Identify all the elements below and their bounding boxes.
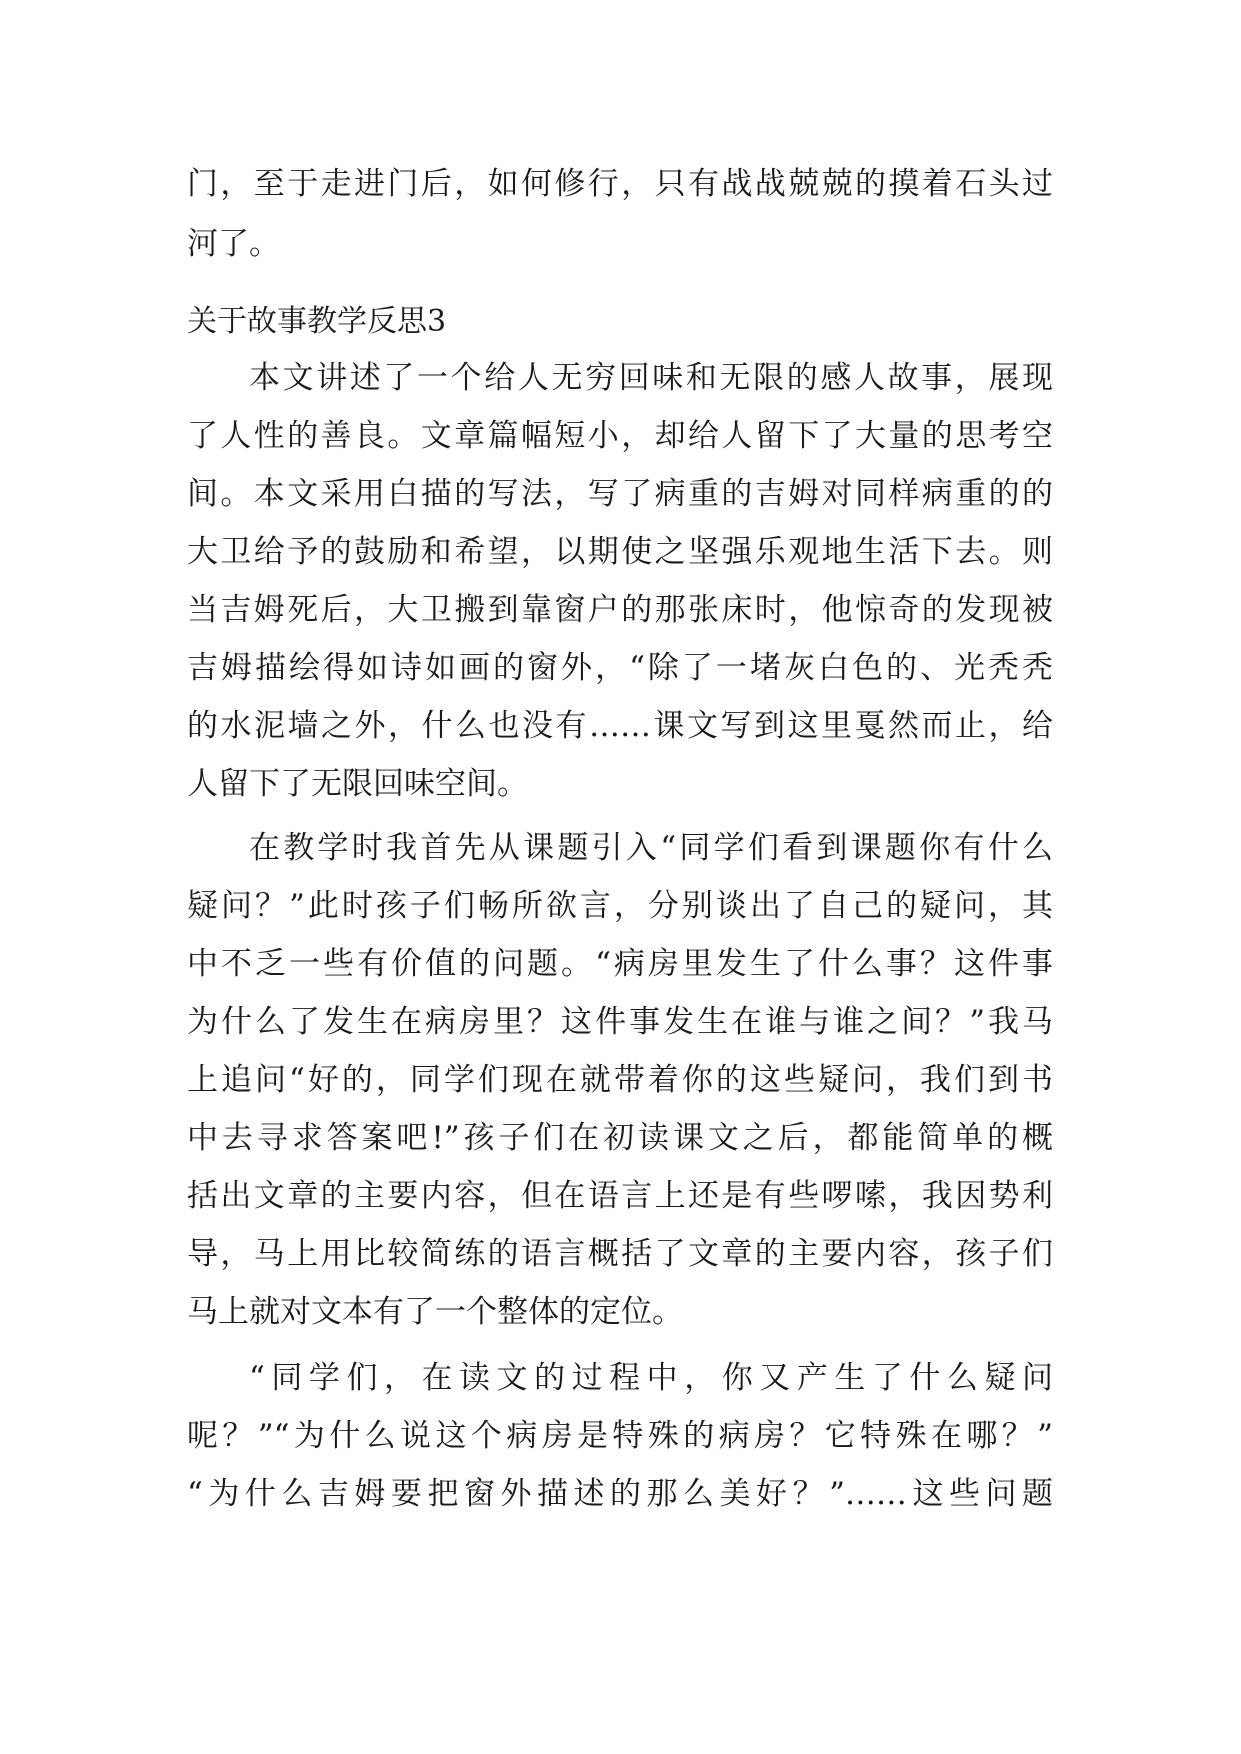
text-line: “同学们，在读文的过程中，你又产生了什么疑问 [249, 1360, 1053, 1396]
text-line: 间。本文采用白描的写法，写了病重的吉姆对同样病重的的 [187, 476, 1053, 512]
text-line: 疑问？”此时孩子们畅所欲言，分别谈出了自己的疑问，其 [187, 888, 1053, 924]
text-line: 为什么了发生在病房里？这件事发生在谁与谁之间？”我马 [187, 1004, 1053, 1040]
text-line: 大卫给予的鼓励和希望，以期使之坚强乐观地生活下去。则 [187, 534, 1053, 570]
text-line: 本文讲述了一个给人无穷回味和无限的感人故事，展现 [249, 360, 1053, 396]
text-line: 当吉姆死后，大卫搬到靠窗户的那张床时，他惊奇的发现被 [187, 592, 1053, 628]
paragraph [187, 819, 1053, 1341]
text-line: 的水泥墙之外，什么也没有……课文写到这里戛然而止，给 [187, 708, 1053, 744]
text-line: 吉姆描绘得如诗如画的窗外，“除了一堵灰白色的、光秃秃 [187, 650, 1053, 686]
text-line: 中不乏一些有价值的问题。“病房里发生了什么事？这件事 [187, 946, 1053, 982]
text-line: 马上就对文本有了一个整体的定位。 [187, 1294, 683, 1330]
text-line: 呢？”“为什么说这个病房是特殊的病房？它特殊在哪？” [187, 1418, 1053, 1454]
text-line: 在教学时我首先从课题引入“同学们看到课题你有什么 [249, 830, 1053, 866]
text-line: 括出文章的主要内容，但在语言上还是有些啰嗦，我因势利 [187, 1178, 1053, 1214]
paragraph [187, 1349, 1053, 1523]
text-line: 上追问“好的，同学们现在就带着你的这些疑问，我们到书 [187, 1062, 1053, 1098]
continued-paragraph [187, 154, 1053, 274]
text-line: 门，至于走进门后，如何修行，只有战战兢兢的摸着石头过 [187, 166, 1053, 202]
text-line: “为什么吉姆要把窗外描述的那么美好？”……这些问题 [187, 1476, 1053, 1512]
document-page [187, 154, 1053, 1523]
text-line: 了人性的善良。文章篇幅短小，却给人留下了大量的思考空 [187, 418, 1053, 454]
text-line: 人留下了无限回味空间。 [187, 766, 528, 802]
paragraph [187, 349, 1053, 813]
text-line: 河了。 [187, 226, 280, 262]
text-line: 导，马上用比较简练的语言概括了文章的主要内容，孩子们 [187, 1236, 1053, 1272]
section-heading: 关于故事教学反思3 [187, 304, 447, 339]
text-line: 中去寻求答案吧!”孩子们在初读课文之后，都能简单的概 [187, 1120, 1053, 1156]
